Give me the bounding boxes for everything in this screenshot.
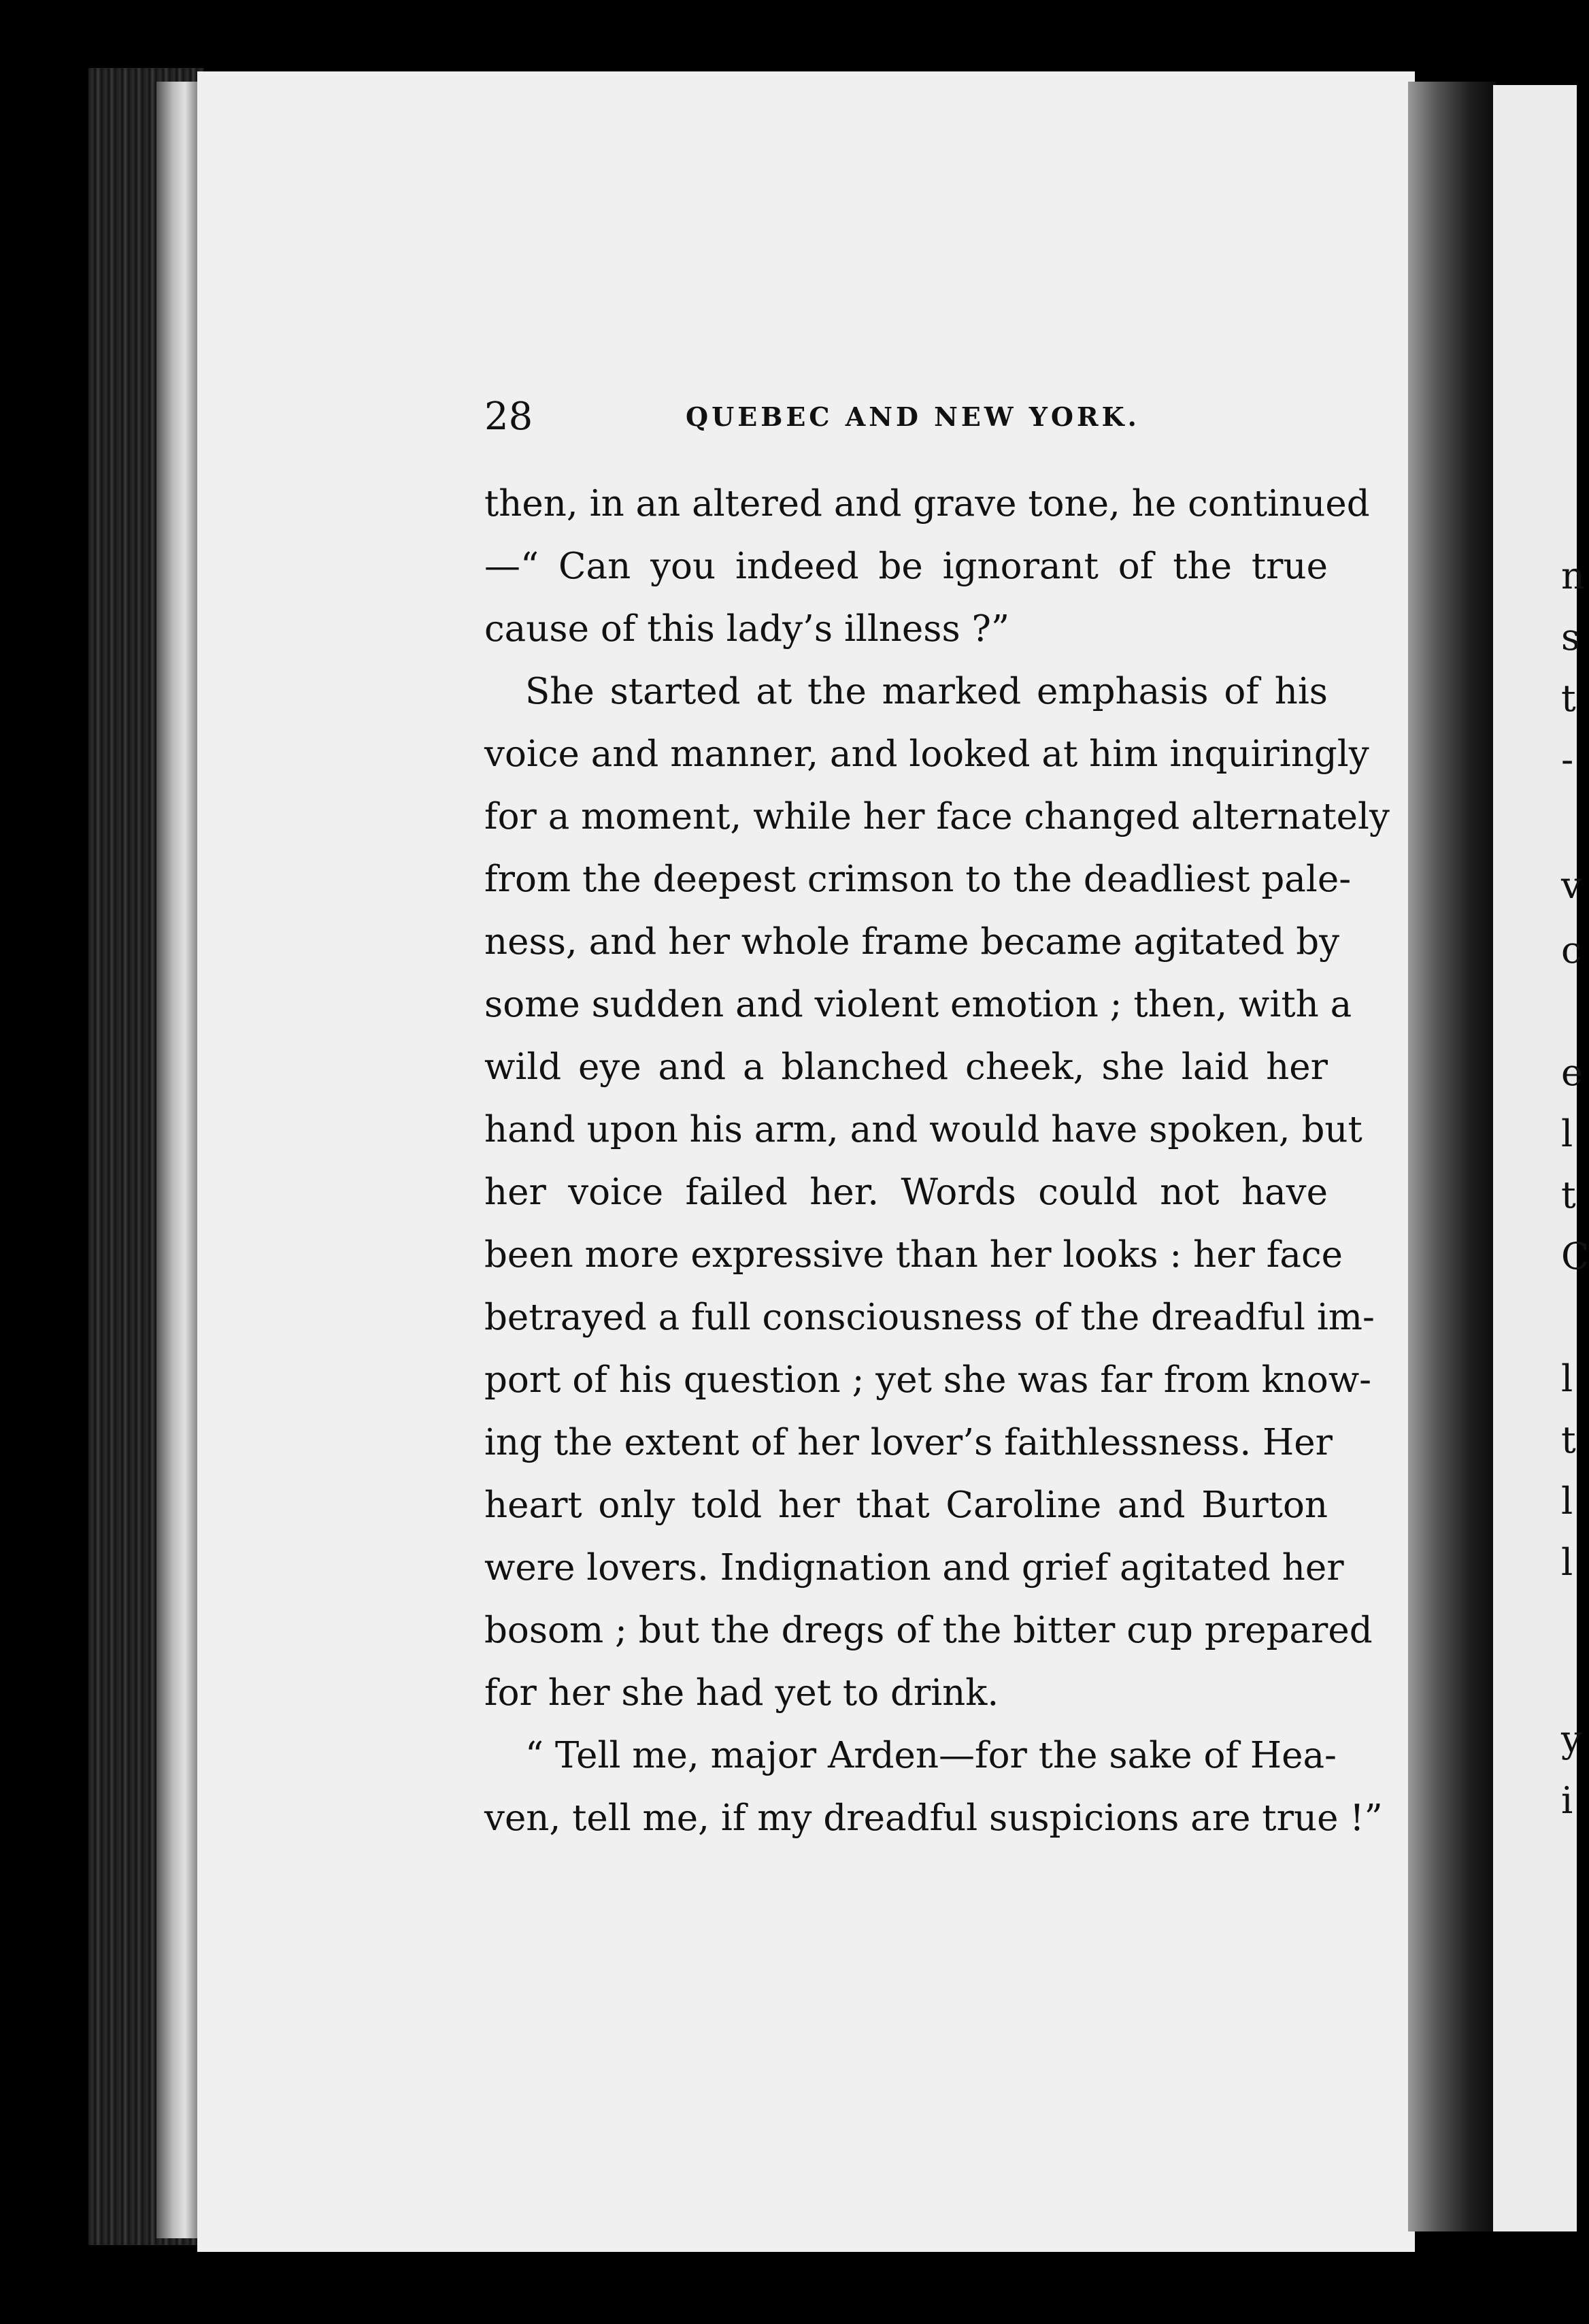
body-text [484,473,1390,1850]
facing-page-fragment: y [1561,1718,1582,1761]
paragraph [484,473,1370,661]
facing-page-fragment: l [1561,1112,1573,1155]
text-line: ven, tell me, if my dreadful suspicions are true !” [484,1797,1383,1839]
paragraph [484,1725,1383,1850]
facing-page-fragment: n [1561,554,1585,597]
text-line: been more expressive than her looks : her face [484,1234,1343,1276]
text-line: were lovers. Indignation and grief agitated her [484,1547,1344,1589]
text-line: “ Tell me, major Arden—for the sake of Hea- [525,1735,1337,1776]
text-line: ness, and her whole frame became agitated by [484,921,1340,963]
text-line: heart only told her that Caroline and Burton [484,1484,1328,1526]
text-line: her voice failed her. Words could not have [484,1172,1328,1213]
facing-page-fragment: e [1561,1051,1583,1094]
facing-page-fragment: s [1561,616,1580,659]
facing-page-fragment: C [1561,1235,1589,1278]
text-line: betrayed a full consciousness of the dreadful im- [484,1297,1375,1338]
running-head: QUEBEC AND NEW YORK. [686,401,1140,432]
text-line: for a moment, while her face changed alternately [484,796,1390,837]
book-gutter-shadow [1408,82,1496,2231]
text-line: bosom ; but the dregs of the bitter cup prepared [484,1610,1373,1651]
text-line: voice and manner, and looked at him inquiringly [484,733,1369,775]
facing-page-fragment: v [1561,864,1582,907]
facing-page-fragment: t [1561,677,1576,720]
facing-page-sliver [1493,85,1589,2231]
facing-page-fragment: l [1561,1541,1573,1584]
text-line: wild eye and a blanched cheek, she laid her [484,1046,1328,1088]
text-line: cause of this lady’s illness ?” [484,608,1010,650]
facing-page-fragment: t [1561,1174,1576,1216]
facing-page-fragment: l [1561,1357,1573,1400]
book-page-edge-highlight [156,82,197,2238]
text-line: for her she had yet to drink. [484,1672,999,1714]
paragraph [484,661,1390,1725]
text-line: ing the extent of her lover’s faithlessness. Her [484,1422,1333,1463]
text-line: some sudden and violent emotion ; then, with a [484,984,1352,1025]
text-line: then, in an altered and grave tone, he continued [484,483,1370,525]
page-number: 28 [484,395,533,439]
text-line: from the deepest crimson to the deadliest pale- [484,859,1352,900]
page-header [484,395,1192,442]
text-line: —“ Can you indeed be ignorant of the true [484,546,1328,587]
text-line: She started at the marked emphasis of his [525,671,1328,712]
facing-page-fragment: t [1561,1418,1576,1461]
facing-page-fragment: l [1561,1480,1573,1523]
facing-page-fragment: i [1561,1779,1573,1822]
text-line: hand upon his arm, and would have spoken, but [484,1109,1362,1150]
facing-page-fragment: - [1561,738,1574,781]
facing-page-fragment: c [1561,929,1582,972]
text-line: port of his question ; yet she was far from know- [484,1359,1372,1401]
